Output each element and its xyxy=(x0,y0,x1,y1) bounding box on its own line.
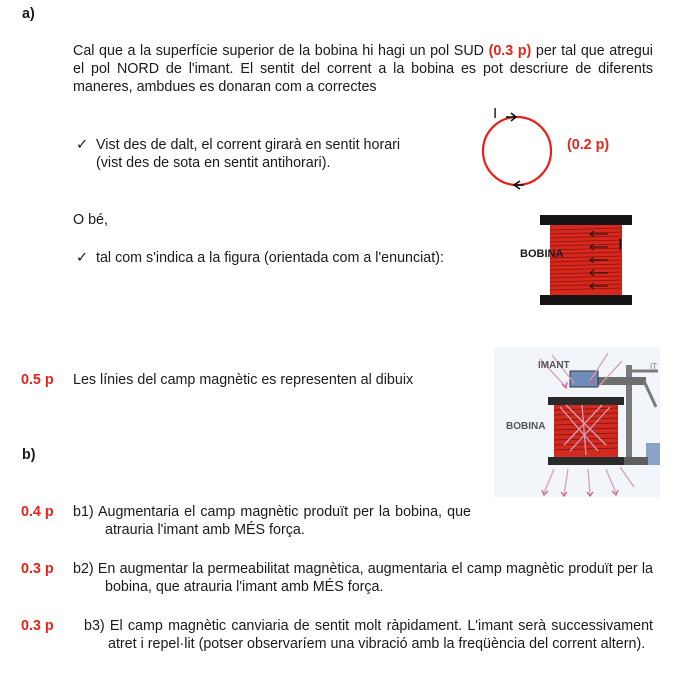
bottom-arrow-icon xyxy=(514,181,524,189)
magnet-field-diagram xyxy=(494,347,660,497)
field-text: Les línies del camp magnètic es representen al dibuix xyxy=(73,372,414,388)
coil-bottom-plate xyxy=(540,295,632,305)
coil-top-plate xyxy=(540,215,632,225)
b1-text: b1) Augmentaria el camp magnètic produït per la bobina, que atrauria l'imant amb MÉS força. xyxy=(73,504,471,538)
b2-points: 0.3 p xyxy=(21,561,54,577)
check-icon-2: ✓ xyxy=(76,250,88,266)
coil-diagram xyxy=(512,212,634,306)
magnet-edge-label: IT xyxy=(650,362,658,371)
b1-points: 0.4 p xyxy=(21,504,54,520)
or-text: O bé, xyxy=(73,212,108,228)
magnet-coil-top xyxy=(548,397,624,405)
intro-text-start: Cal que a la superfície superior de la bobina hi hagi un pol SUD xyxy=(73,43,484,59)
b3-text: b3) El camp magnètic canviaria de sentit molt ràpidament. L'imant serà successivament atret i repel·lit (potser observaríem una vibració amb la freqüència del corrent altern). xyxy=(84,618,653,652)
magnet-coil-label: BOBINA xyxy=(506,421,546,432)
stand-arm xyxy=(598,377,646,385)
section-a-heading: a) xyxy=(22,6,35,22)
intro-points: (0.3 p) xyxy=(488,43,532,59)
option1-points: (0.2 p) xyxy=(567,137,610,153)
coil-current-label: I xyxy=(618,235,623,254)
magnet-label: IMANT xyxy=(538,360,570,371)
option1-text xyxy=(96,136,476,172)
b3-points: 0.3 p xyxy=(21,618,54,634)
magnet-icon xyxy=(570,371,598,387)
current-label: I xyxy=(493,105,498,122)
check-icon: ✓ xyxy=(76,137,88,153)
section-b-heading: b) xyxy=(22,447,36,463)
coil-label: BOBINA xyxy=(520,248,564,260)
option1-line1: Vist des de dalt, el corrent girarà en sentit horari xyxy=(96,137,401,153)
b2-text: b2) En augmentar la permeabilitat magnètica, augmentaria el camp magnètic produït per la bobina, que atrauria l'imant amb MÉS força. xyxy=(73,561,653,595)
top-arrow-icon xyxy=(506,113,516,121)
side-block xyxy=(646,443,660,465)
clockwise-current-diagram xyxy=(474,104,564,194)
current-loop xyxy=(483,117,551,185)
option1-line2: (vist des de sota en sentit antihorari). xyxy=(96,155,331,171)
field-points: 0.5 p xyxy=(21,372,54,388)
intro-paragraph xyxy=(73,42,653,96)
intro-text-end: per tal que atregui el pol NORD de l'imant. El sentit del corrent a la bobina es pot descriure de diferents maneres, ambdues es donaran com a correctes xyxy=(73,43,653,95)
magnet-coil-bottom xyxy=(548,457,624,465)
option2-text: tal com s'indica a la figura (orientada com a l'enunciat): xyxy=(96,250,444,266)
